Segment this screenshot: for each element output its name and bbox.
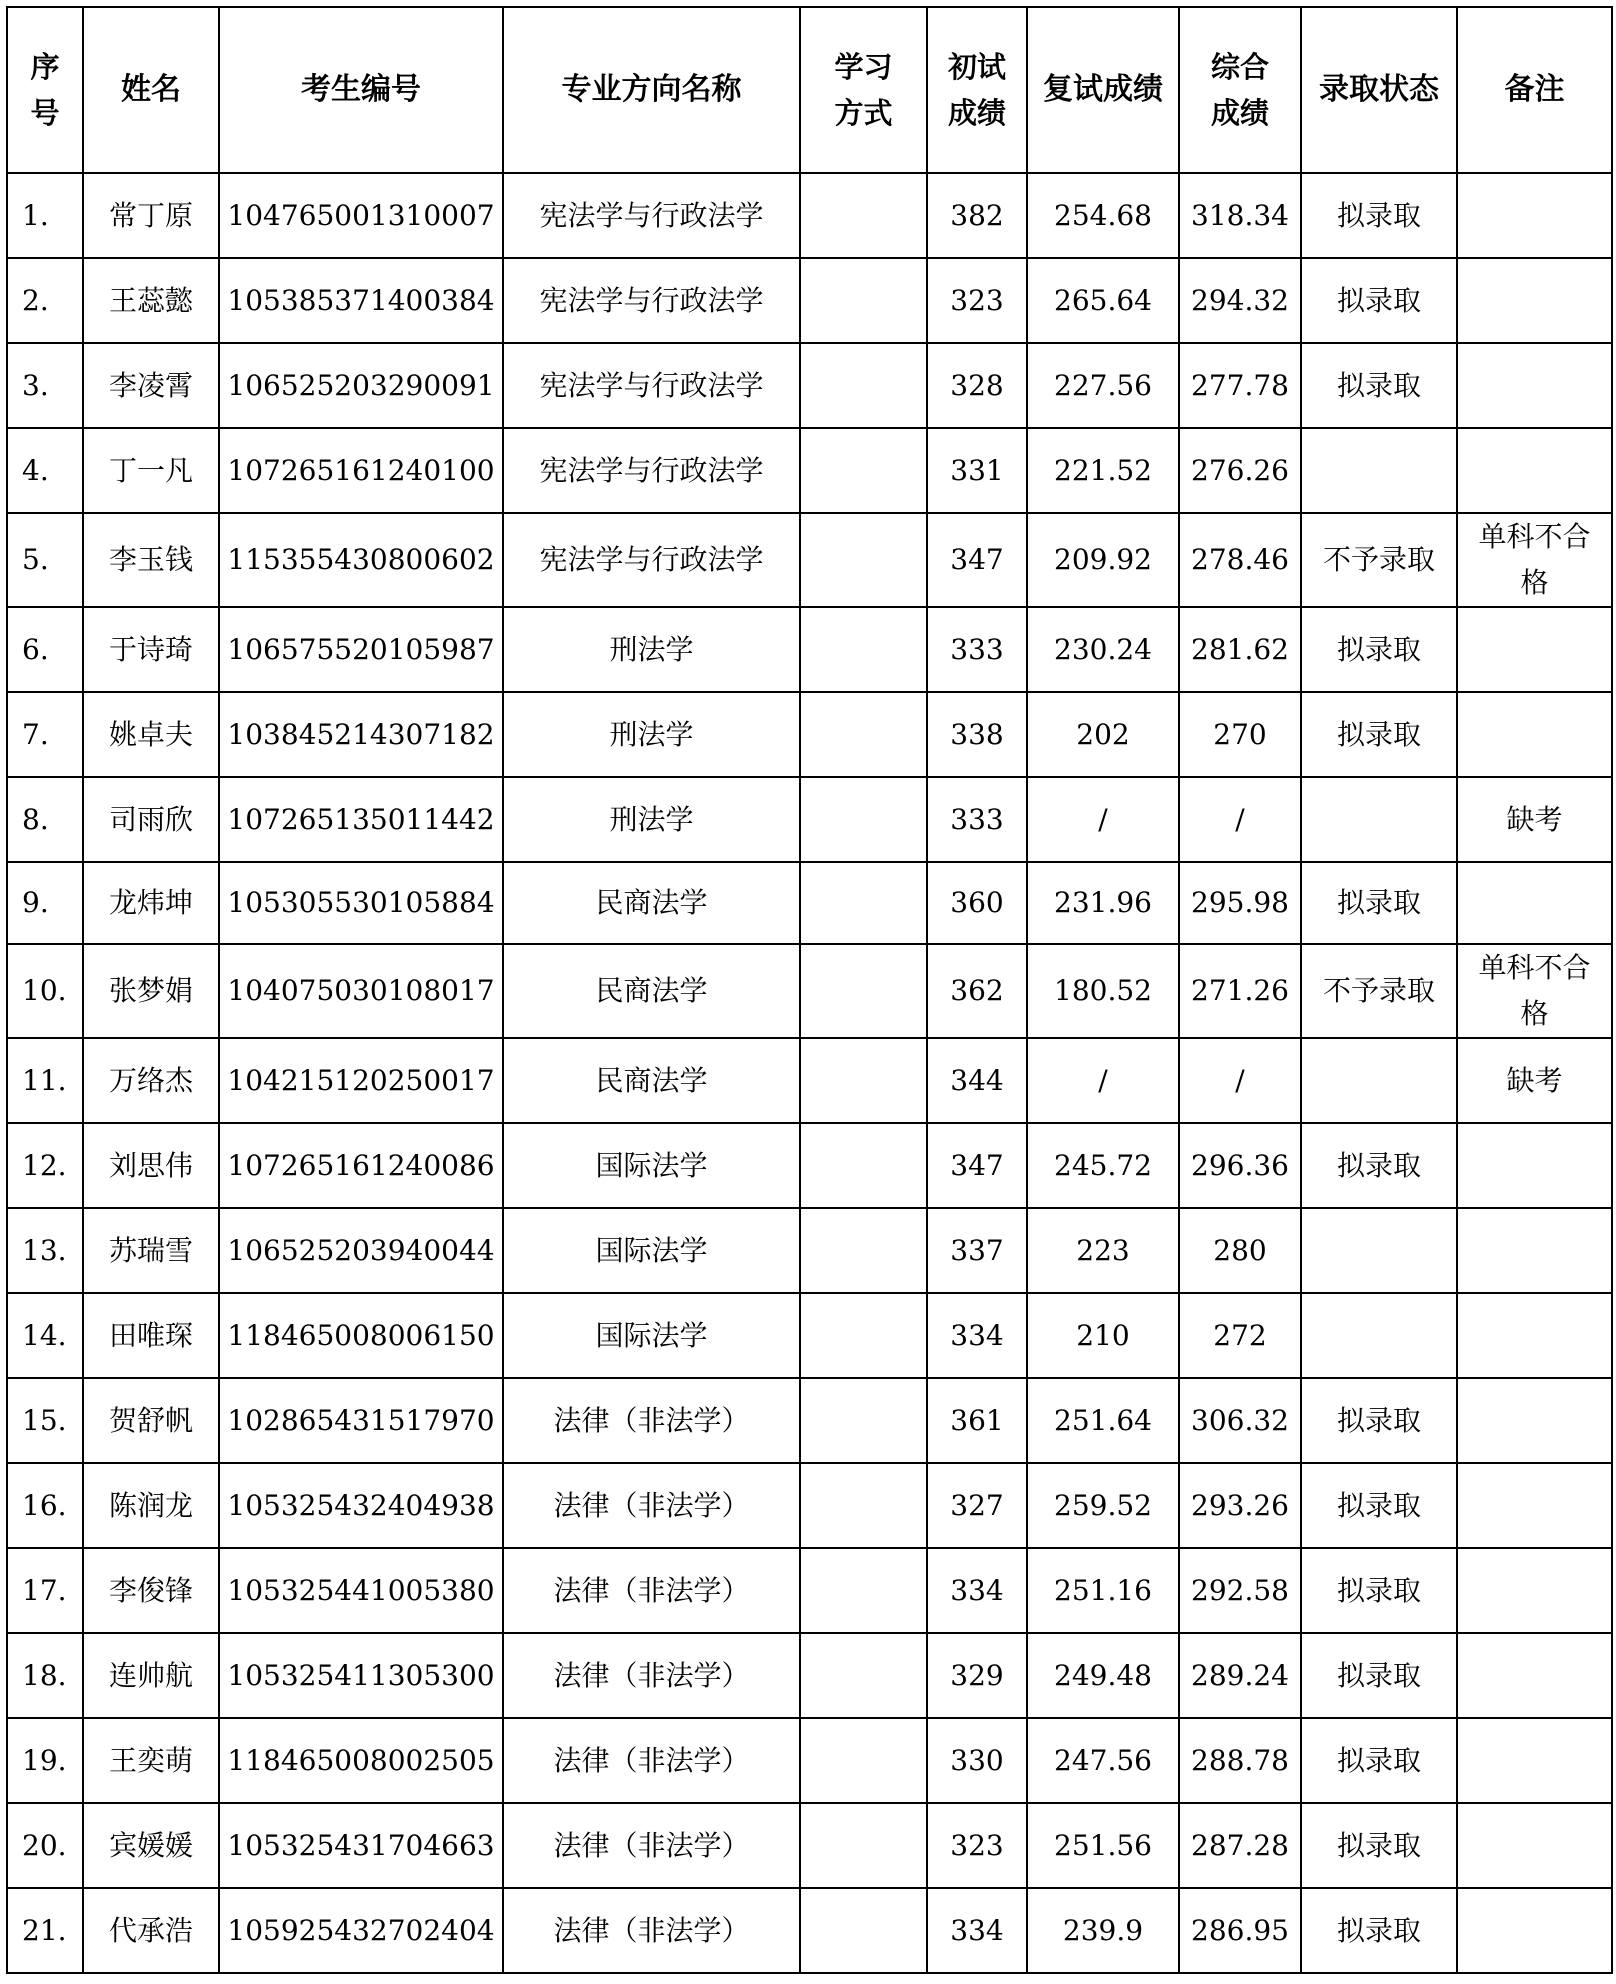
cell-seq: 1. xyxy=(7,173,83,258)
cell-seq: 16. xyxy=(7,1463,83,1548)
cell-major: 法律（非法学） xyxy=(503,1378,800,1463)
header-name: 姓名 xyxy=(83,7,219,173)
cell-initial-score: 362 xyxy=(927,944,1027,1038)
cell-note xyxy=(1457,1718,1612,1803)
cell-exam-id: 105925432702404 xyxy=(219,1888,503,1973)
cell-note xyxy=(1457,1548,1612,1633)
cell-initial-score: 323 xyxy=(927,258,1027,343)
cell-note xyxy=(1457,1633,1612,1718)
cell-status: 拟录取 xyxy=(1301,1123,1457,1208)
cell-initial-score: 330 xyxy=(927,1718,1027,1803)
cell-initial-score: 329 xyxy=(927,1633,1027,1718)
cell-initial-score: 327 xyxy=(927,1463,1027,1548)
cell-note xyxy=(1457,428,1612,513)
cell-retest-score: 180.52 xyxy=(1027,944,1179,1038)
cell-status: 拟录取 xyxy=(1301,1548,1457,1633)
cell-total-score: 318.34 xyxy=(1179,173,1301,258)
cell-seq: 19. xyxy=(7,1718,83,1803)
table-row xyxy=(7,428,1612,513)
cell-seq: 18. xyxy=(7,1633,83,1718)
cell-initial-score: 323 xyxy=(927,1803,1027,1888)
table-row xyxy=(7,1293,1612,1378)
cell-retest-score: 221.52 xyxy=(1027,428,1179,513)
cell-note xyxy=(1457,1378,1612,1463)
cell-study-mode xyxy=(800,777,927,862)
cell-name: 李玉钱 xyxy=(83,513,219,607)
cell-initial-score: 334 xyxy=(927,1548,1027,1633)
cell-exam-id: 105325432404938 xyxy=(219,1463,503,1548)
cell-total-score: 272 xyxy=(1179,1293,1301,1378)
cell-major: 国际法学 xyxy=(503,1293,800,1378)
cell-seq: 10. xyxy=(7,944,83,1038)
cell-exam-id: 107265161240086 xyxy=(219,1123,503,1208)
cell-study-mode xyxy=(800,1633,927,1718)
cell-note xyxy=(1457,1463,1612,1548)
cell-major: 刑法学 xyxy=(503,692,800,777)
cell-seq: 8. xyxy=(7,777,83,862)
cell-total-score: 271.26 xyxy=(1179,944,1301,1038)
cell-major: 民商法学 xyxy=(503,862,800,944)
cell-exam-id: 105325441005380 xyxy=(219,1548,503,1633)
cell-exam-id: 105305530105884 xyxy=(219,862,503,944)
cell-seq: 21. xyxy=(7,1888,83,1973)
cell-retest-score: 209.92 xyxy=(1027,513,1179,607)
cell-total-score: 294.32 xyxy=(1179,258,1301,343)
cell-major: 法律（非法学） xyxy=(503,1888,800,1973)
table-row xyxy=(7,607,1612,692)
cell-name: 王奕萌 xyxy=(83,1718,219,1803)
cell-note xyxy=(1457,1888,1612,1973)
cell-retest-score: / xyxy=(1027,777,1179,862)
cell-exam-id: 104765001310007 xyxy=(219,173,503,258)
cell-initial-score: 333 xyxy=(927,777,1027,862)
cell-name: 刘思伟 xyxy=(83,1123,219,1208)
header-total-score: 综合 成绩 xyxy=(1179,7,1301,173)
cell-total-score: / xyxy=(1179,1038,1301,1123)
cell-study-mode xyxy=(800,173,927,258)
cell-study-mode xyxy=(800,1038,927,1123)
cell-status: 不予录取 xyxy=(1301,944,1457,1038)
cell-note: 单科不合格 xyxy=(1457,944,1612,1038)
cell-name: 于诗琦 xyxy=(83,607,219,692)
cell-study-mode xyxy=(800,862,927,944)
table-row xyxy=(7,692,1612,777)
cell-name: 丁一凡 xyxy=(83,428,219,513)
cell-status xyxy=(1301,777,1457,862)
cell-seq: 15. xyxy=(7,1378,83,1463)
cell-exam-id: 106525203290091 xyxy=(219,343,503,428)
table-row xyxy=(7,173,1612,258)
cell-name: 连帅航 xyxy=(83,1633,219,1718)
cell-initial-score: 328 xyxy=(927,343,1027,428)
cell-note: 单科不合格 xyxy=(1457,513,1612,607)
cell-total-score: 277.78 xyxy=(1179,343,1301,428)
cell-name: 代承浩 xyxy=(83,1888,219,1973)
cell-exam-id: 118465008006150 xyxy=(219,1293,503,1378)
cell-major: 刑法学 xyxy=(503,777,800,862)
cell-seq: 20. xyxy=(7,1803,83,1888)
cell-name: 陈润龙 xyxy=(83,1463,219,1548)
cell-study-mode xyxy=(800,343,927,428)
cell-retest-score: 227.56 xyxy=(1027,343,1179,428)
cell-name: 李凌霄 xyxy=(83,343,219,428)
cell-total-score: 280 xyxy=(1179,1208,1301,1293)
cell-total-score: 293.26 xyxy=(1179,1463,1301,1548)
cell-status: 拟录取 xyxy=(1301,1463,1457,1548)
cell-status: 拟录取 xyxy=(1301,1718,1457,1803)
table-row xyxy=(7,258,1612,343)
cell-initial-score: 334 xyxy=(927,1293,1027,1378)
cell-status: 拟录取 xyxy=(1301,1888,1457,1973)
cell-seq: 13. xyxy=(7,1208,83,1293)
cell-retest-score: / xyxy=(1027,1038,1179,1123)
cell-status: 拟录取 xyxy=(1301,607,1457,692)
cell-note xyxy=(1457,1803,1612,1888)
cell-name: 张梦娟 xyxy=(83,944,219,1038)
cell-status xyxy=(1301,1038,1457,1123)
cell-status: 拟录取 xyxy=(1301,1803,1457,1888)
cell-name: 田唯琛 xyxy=(83,1293,219,1378)
cell-retest-score: 210 xyxy=(1027,1293,1179,1378)
cell-total-score: 295.98 xyxy=(1179,862,1301,944)
cell-total-score: 270 xyxy=(1179,692,1301,777)
cell-exam-id: 106575520105987 xyxy=(219,607,503,692)
cell-major: 国际法学 xyxy=(503,1123,800,1208)
cell-name: 贺舒帆 xyxy=(83,1378,219,1463)
cell-exam-id: 105325411305300 xyxy=(219,1633,503,1718)
header-initial-score: 初试 成绩 xyxy=(927,7,1027,173)
cell-seq: 3. xyxy=(7,343,83,428)
cell-total-score: / xyxy=(1179,777,1301,862)
header-exam-id: 考生编号 xyxy=(219,7,503,173)
cell-retest-score: 249.48 xyxy=(1027,1633,1179,1718)
header-row xyxy=(7,7,1612,173)
cell-exam-id: 107265161240100 xyxy=(219,428,503,513)
header-note: 备注 xyxy=(1457,7,1612,173)
cell-note xyxy=(1457,258,1612,343)
cell-retest-score: 202 xyxy=(1027,692,1179,777)
cell-major: 宪法学与行政法学 xyxy=(503,513,800,607)
header-status: 录取状态 xyxy=(1301,7,1457,173)
cell-major: 刑法学 xyxy=(503,607,800,692)
cell-major: 宪法学与行政法学 xyxy=(503,173,800,258)
cell-name: 常丁原 xyxy=(83,173,219,258)
cell-study-mode xyxy=(800,1718,927,1803)
cell-total-score: 288.78 xyxy=(1179,1718,1301,1803)
cell-name: 宾媛媛 xyxy=(83,1803,219,1888)
cell-total-score: 306.32 xyxy=(1179,1378,1301,1463)
cell-total-score: 296.36 xyxy=(1179,1123,1301,1208)
cell-initial-score: 344 xyxy=(927,1038,1027,1123)
cell-major: 宪法学与行政法学 xyxy=(503,343,800,428)
cell-seq: 9. xyxy=(7,862,83,944)
cell-status: 拟录取 xyxy=(1301,343,1457,428)
cell-exam-id: 118465008002505 xyxy=(219,1718,503,1803)
cell-status: 拟录取 xyxy=(1301,1378,1457,1463)
cell-exam-id: 104075030108017 xyxy=(219,944,503,1038)
header-seq: 序 号 xyxy=(7,7,83,173)
cell-study-mode xyxy=(800,1548,927,1633)
cell-major: 民商法学 xyxy=(503,1038,800,1123)
cell-study-mode xyxy=(800,1888,927,1973)
cell-major: 法律（非法学） xyxy=(503,1463,800,1548)
cell-note: 缺考 xyxy=(1457,1038,1612,1123)
cell-initial-score: 347 xyxy=(927,513,1027,607)
cell-retest-score: 223 xyxy=(1027,1208,1179,1293)
table-row xyxy=(7,1718,1612,1803)
cell-seq: 12. xyxy=(7,1123,83,1208)
cell-status: 拟录取 xyxy=(1301,692,1457,777)
table-row xyxy=(7,1463,1612,1548)
cell-note xyxy=(1457,1293,1612,1378)
cell-seq: 4. xyxy=(7,428,83,513)
cell-note xyxy=(1457,343,1612,428)
cell-initial-score: 337 xyxy=(927,1208,1027,1293)
table-row xyxy=(7,777,1612,862)
table-row xyxy=(7,1548,1612,1633)
cell-total-score: 278.46 xyxy=(1179,513,1301,607)
cell-study-mode xyxy=(800,428,927,513)
table-row xyxy=(7,944,1612,1038)
cell-initial-score: 360 xyxy=(927,862,1027,944)
cell-initial-score: 382 xyxy=(927,173,1027,258)
table-row xyxy=(7,1888,1612,1973)
cell-total-score: 292.58 xyxy=(1179,1548,1301,1633)
cell-major: 法律（非法学） xyxy=(503,1718,800,1803)
cell-exam-id: 115355430800602 xyxy=(219,513,503,607)
cell-major: 法律（非法学） xyxy=(503,1633,800,1718)
cell-name: 司雨欣 xyxy=(83,777,219,862)
cell-retest-score: 245.72 xyxy=(1027,1123,1179,1208)
cell-retest-score: 231.96 xyxy=(1027,862,1179,944)
table-row xyxy=(7,1803,1612,1888)
cell-study-mode xyxy=(800,692,927,777)
cell-status xyxy=(1301,428,1457,513)
cell-retest-score: 254.68 xyxy=(1027,173,1179,258)
cell-note xyxy=(1457,607,1612,692)
cell-total-score: 281.62 xyxy=(1179,607,1301,692)
cell-exam-id: 106525203940044 xyxy=(219,1208,503,1293)
cell-name: 姚卓夫 xyxy=(83,692,219,777)
cell-retest-score: 230.24 xyxy=(1027,607,1179,692)
cell-major: 宪法学与行政法学 xyxy=(503,258,800,343)
cell-seq: 5. xyxy=(7,513,83,607)
cell-note: 缺考 xyxy=(1457,777,1612,862)
cell-study-mode xyxy=(800,1378,927,1463)
cell-seq: 11. xyxy=(7,1038,83,1123)
cell-study-mode xyxy=(800,513,927,607)
cell-name: 王蕊懿 xyxy=(83,258,219,343)
table-row xyxy=(7,1123,1612,1208)
cell-status: 拟录取 xyxy=(1301,173,1457,258)
cell-note xyxy=(1457,173,1612,258)
cell-total-score: 286.95 xyxy=(1179,1888,1301,1973)
cell-exam-id: 105325431704663 xyxy=(219,1803,503,1888)
cell-name: 龙炜坤 xyxy=(83,862,219,944)
cell-exam-id: 104215120250017 xyxy=(219,1038,503,1123)
cell-study-mode xyxy=(800,607,927,692)
cell-note xyxy=(1457,862,1612,944)
cell-major: 宪法学与行政法学 xyxy=(503,428,800,513)
cell-seq: 2. xyxy=(7,258,83,343)
cell-study-mode xyxy=(800,1293,927,1378)
table-row xyxy=(7,1038,1612,1123)
cell-note xyxy=(1457,1208,1612,1293)
cell-study-mode xyxy=(800,258,927,343)
cell-total-score: 276.26 xyxy=(1179,428,1301,513)
cell-retest-score: 259.52 xyxy=(1027,1463,1179,1548)
cell-initial-score: 334 xyxy=(927,1888,1027,1973)
table-row xyxy=(7,1378,1612,1463)
cell-seq: 14. xyxy=(7,1293,83,1378)
cell-note xyxy=(1457,692,1612,777)
cell-study-mode xyxy=(800,1208,927,1293)
cell-exam-id: 102865431517970 xyxy=(219,1378,503,1463)
cell-initial-score: 333 xyxy=(927,607,1027,692)
table-body xyxy=(7,173,1612,1973)
cell-status: 不予录取 xyxy=(1301,513,1457,607)
header-major: 专业方向名称 xyxy=(503,7,800,173)
cell-initial-score: 338 xyxy=(927,692,1027,777)
cell-study-mode xyxy=(800,944,927,1038)
cell-major: 民商法学 xyxy=(503,944,800,1038)
cell-study-mode xyxy=(800,1803,927,1888)
table-row xyxy=(7,343,1612,428)
cell-note xyxy=(1457,1123,1612,1208)
cell-status xyxy=(1301,1293,1457,1378)
cell-study-mode xyxy=(800,1123,927,1208)
cell-initial-score: 331 xyxy=(927,428,1027,513)
cell-name: 苏瑞雪 xyxy=(83,1208,219,1293)
admission-table-container xyxy=(6,6,1613,1974)
cell-status xyxy=(1301,1208,1457,1293)
cell-initial-score: 361 xyxy=(927,1378,1027,1463)
cell-total-score: 289.24 xyxy=(1179,1633,1301,1718)
table-row xyxy=(7,1633,1612,1718)
cell-initial-score: 347 xyxy=(927,1123,1027,1208)
cell-retest-score: 251.64 xyxy=(1027,1378,1179,1463)
cell-exam-id: 107265135011442 xyxy=(219,777,503,862)
cell-major: 法律（非法学） xyxy=(503,1803,800,1888)
cell-retest-score: 251.56 xyxy=(1027,1803,1179,1888)
table-row xyxy=(7,513,1612,607)
header-study-mode: 学习 方式 xyxy=(800,7,927,173)
cell-name: 李俊锋 xyxy=(83,1548,219,1633)
cell-major: 国际法学 xyxy=(503,1208,800,1293)
table-row xyxy=(7,1208,1612,1293)
cell-retest-score: 239.9 xyxy=(1027,1888,1179,1973)
cell-retest-score: 247.56 xyxy=(1027,1718,1179,1803)
header-retest-score: 复试成绩 xyxy=(1027,7,1179,173)
cell-seq: 7. xyxy=(7,692,83,777)
cell-exam-id: 103845214307182 xyxy=(219,692,503,777)
cell-major: 法律（非法学） xyxy=(503,1548,800,1633)
cell-retest-score: 251.16 xyxy=(1027,1548,1179,1633)
cell-exam-id: 105385371400384 xyxy=(219,258,503,343)
cell-seq: 17. xyxy=(7,1548,83,1633)
cell-name: 万络杰 xyxy=(83,1038,219,1123)
cell-total-score: 287.28 xyxy=(1179,1803,1301,1888)
cell-study-mode xyxy=(800,1463,927,1548)
cell-status: 拟录取 xyxy=(1301,258,1457,343)
cell-status: 拟录取 xyxy=(1301,1633,1457,1718)
admission-table xyxy=(6,6,1613,1974)
cell-status: 拟录取 xyxy=(1301,862,1457,944)
cell-seq: 6. xyxy=(7,607,83,692)
cell-retest-score: 265.64 xyxy=(1027,258,1179,343)
table-row xyxy=(7,862,1612,944)
